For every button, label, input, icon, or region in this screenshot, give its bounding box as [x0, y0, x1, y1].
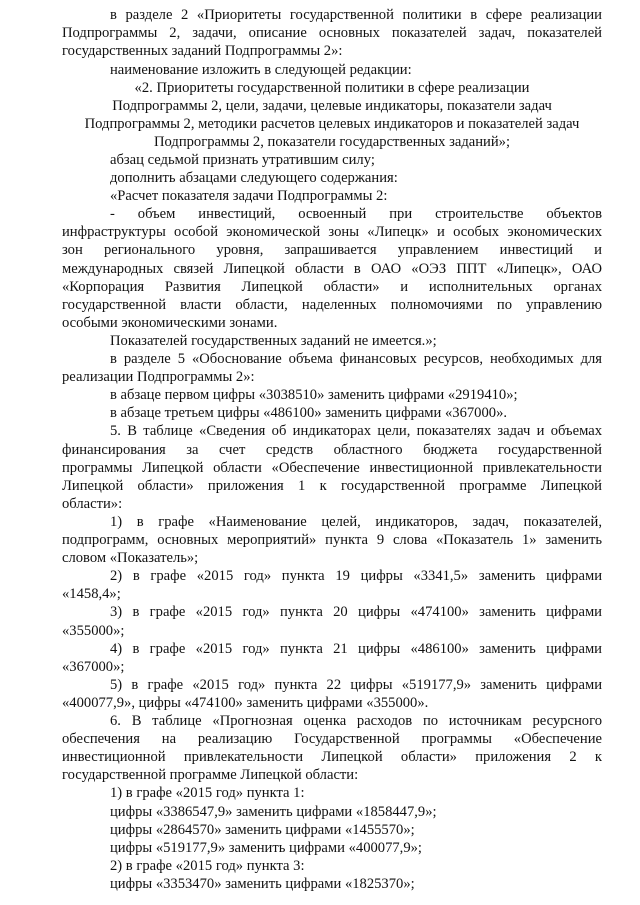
text-line-33: «1458,4»; — [62, 586, 121, 602]
text-line-5: «2. Приоритеты государственной политики в сфере реализации — [134, 80, 530, 96]
text-line-39: «400077,9», цифры «474100» заменить цифрами «355000». — [62, 695, 429, 711]
text-line-26: программы Липецкой области «Обеспечение инвестиционной привлекательности — [62, 460, 602, 476]
text-line-1: в разделе 2 «Приоритеты государственной политики в сфере реализации — [110, 7, 602, 23]
text-line-23: в абзаце третьем цифры «486100» заменить цифрами «367000». — [110, 405, 508, 421]
text-line-37: «367000»; — [62, 659, 125, 675]
text-line-17: государственной власти области, наделенных полномочиями по управлению — [62, 297, 602, 313]
text-line-11: «Расчет показателя задачи Подпрограммы 2: — [110, 188, 388, 204]
text-line-19: Показателей государственных заданий не имеется.»; — [110, 333, 437, 349]
text-line-25: финансирования за счет средств областного бюджета государственной — [62, 442, 602, 458]
text-line-14: зон регионального уровня, запрашивается управлением инвестиций и — [62, 242, 602, 258]
text-line-8: Подпрограммы 2, показатели государственных заданий»; — [153, 134, 510, 150]
text-line-21: реализации Подпрограммы 2»: — [62, 369, 255, 385]
text-line-49: цифры «3353470» заменить цифрами «1825370»; — [110, 876, 415, 892]
text-line-38: 5) в графе «2015 год» пункта 22 цифры «519177,9» заменить цифрами — [110, 677, 602, 693]
text-line-9: абзац седьмой признать утратившим силу; — [110, 152, 375, 168]
text-line-31: словом «Показатель»; — [62, 550, 199, 566]
text-line-3: государственных заданий Подпрограммы 2»: — [62, 43, 343, 59]
text-line-24: 5. В таблице «Сведения об индикаторах цели, показателях задач и объемах — [110, 423, 602, 439]
text-line-27: Липецкой области» приложения 1 к государственной программе Липецкой — [62, 478, 602, 494]
text-line-12: - объем инвестиций, освоенный при строительстве объектов — [110, 206, 602, 222]
text-line-48: 2) в графе «2015 год» пункта 3: — [110, 858, 305, 874]
text-line-30: подпрограмм, основных мероприятий» пункта 9 слова «Показатель 1» заменить — [62, 532, 602, 548]
text-line-46: цифры «2864570» заменить цифрами «1455570»; — [110, 822, 415, 838]
text-line-43: государственной программе Липецкой области: — [62, 767, 359, 783]
text-line-13: инфраструктуры особой экономической зоны «Липецк» и особых экономических — [62, 224, 602, 240]
text-line-20: в разделе 5 «Обоснование объема финансовых ресурсов, необходимых для — [110, 351, 602, 367]
text-line-15: международных связей Липецкой области в ОАО «ОЭЗ ППТ «Липецк», ОАО — [62, 261, 602, 277]
text-line-34: 3) в графе «2015 год» пункта 20 цифры «474100» заменить цифрами — [110, 604, 602, 620]
text-line-32: 2) в графе «2015 год» пункта 19 цифры «3341,5» заменить цифрами — [110, 568, 602, 584]
text-line-29: 1) в графе «Наименование целей, индикаторов, задач, показателей, — [110, 514, 602, 530]
text-line-28: области»: — [62, 496, 123, 512]
text-line-10: дополнить абзацами следующего содержания: — [110, 170, 398, 186]
text-line-44: 1) в графе «2015 год» пункта 1: — [110, 785, 305, 801]
text-line-7: Подпрограммы 2, методики расчетов целевых индикаторов и показателей задач — [84, 116, 580, 132]
text-line-35: «355000»; — [62, 623, 125, 639]
text-line-16: «Корпорация Развития Липецкой области» и исполнительных органах — [62, 279, 602, 295]
text-line-4: наименование изложить в следующей редакции: — [110, 62, 412, 78]
text-line-36: 4) в графе «2015 год» пункта 21 цифры «486100» заменить цифрами — [110, 641, 602, 657]
text-line-2: Подпрограммы 2, задачи, описание основных показателей задач, показателей — [62, 25, 602, 41]
text-line-47: цифры «519177,9» заменить цифрами «400077,9»; — [110, 840, 422, 856]
text-line-42: инвестиционной привлекательности Липецкой области» приложения 2 к — [62, 749, 602, 765]
text-line-22: в абзаце первом цифры «3038510» заменить цифрами «2919410»; — [110, 387, 518, 403]
text-line-6: Подпрограммы 2, цели, задачи, целевые индикаторы, показатели задач — [112, 98, 552, 114]
text-line-45: цифры «3386547,9» заменить цифрами «1858447,9»; — [110, 804, 437, 820]
text-line-40: 6. В таблице «Прогнозная оценка расходов по источникам ресурсного — [110, 713, 602, 729]
text-line-41: обеспечения на реализацию Государственной программы «Обеспечение — [62, 731, 602, 747]
text-line-18: особыми экономическими зонами. — [62, 315, 278, 331]
